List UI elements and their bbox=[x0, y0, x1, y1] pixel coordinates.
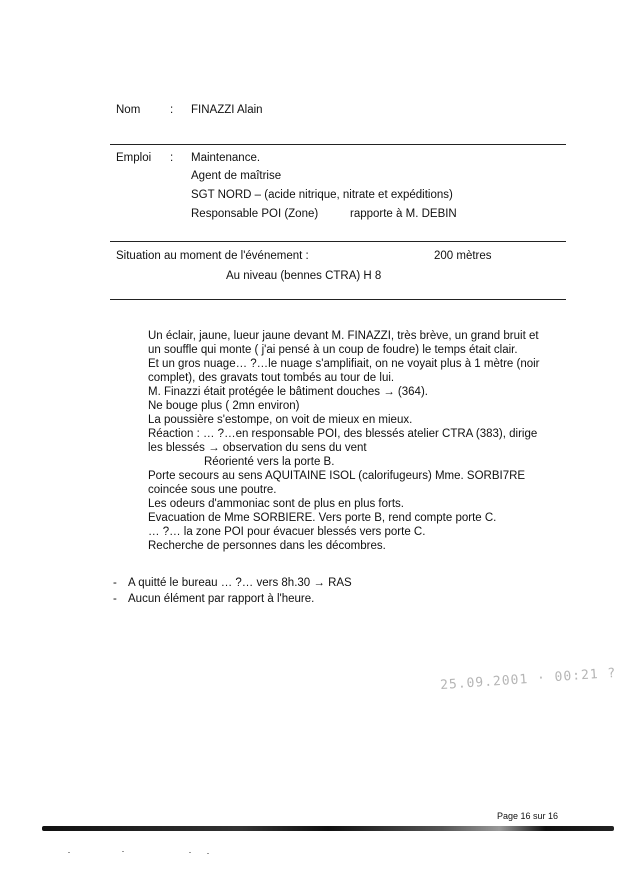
narrative-line: M. Finazzi était protégée le bâtiment douches → (364). bbox=[148, 386, 428, 398]
narrative-line: Un éclair, jaune, lueur jaune devant M. FINAZZI, très brève, un grand bruit et bbox=[148, 330, 539, 342]
narrative-line: La poussière s'estompe, on voit de mieux en mieux. bbox=[148, 414, 413, 426]
emploi-line-2: Agent de maîtrise bbox=[191, 170, 282, 182]
narrative-line: Ne bouge plus ( 2mn environ) bbox=[148, 400, 300, 412]
nom-colon: : bbox=[170, 104, 174, 116]
scan-speck bbox=[122, 851, 124, 852]
nom-label: Nom bbox=[116, 104, 141, 116]
emploi-colon: : bbox=[170, 152, 174, 164]
narrative-line: Réaction : … ?…en responsable POI, des blessés atelier CTRA (383), dirige bbox=[148, 428, 538, 440]
page-number: Page 16 sur 16 bbox=[497, 811, 559, 821]
emploi-label: Emploi bbox=[116, 152, 152, 164]
bullet-item-1: A quitté le bureau … ?… vers 8h.30 → RAS bbox=[128, 577, 352, 589]
responsable-text: Responsable POI (Zone) bbox=[191, 208, 319, 220]
narrative-line: coincée sous une poutre. bbox=[148, 484, 277, 496]
scan-speck bbox=[207, 853, 209, 854]
narrative-line: Les odeurs d'ammoniac sont de plus en plus forts. bbox=[148, 498, 404, 510]
narrative-line: les blessés → observation du sens du vent bbox=[148, 442, 367, 454]
divider-2 bbox=[110, 241, 566, 242]
narrative bbox=[148, 329, 540, 553]
situation-distance: 200 mètres bbox=[434, 250, 492, 262]
narrative-line: Et un gros nuage… ?…le nuage s'amplifiait, on ne voyait plus à 1 mètre (noir bbox=[148, 358, 540, 370]
narrative-line: … ?… la zone POI pour évacuer blessés vers porte C. bbox=[148, 526, 426, 538]
rapporte-text: rapporte à M. DEBIN bbox=[350, 208, 457, 220]
narrative-line: complet), des gravats tout tombés au tour de lui. bbox=[148, 372, 395, 384]
narrative-line: Réorienté vers la porte B. bbox=[204, 456, 335, 468]
bullet-item-2: Aucun élément par rapport à l'heure. bbox=[128, 593, 315, 605]
narrative-line: Porte secours au sens AQUITAINE ISOL (calorifugeurs) Mme. SORBI7RE bbox=[148, 470, 526, 482]
scan-speck bbox=[189, 852, 191, 853]
scan-speck bbox=[68, 852, 70, 853]
bullet-marker: - bbox=[113, 593, 117, 605]
divider-1 bbox=[110, 144, 566, 145]
nom-value: FINAZZI Alain bbox=[191, 104, 263, 116]
emploi-line-1: Maintenance. bbox=[191, 152, 261, 164]
situation-location: Au niveau (bennes CTRA) H 8 bbox=[226, 270, 382, 282]
scan-edge-bar bbox=[42, 826, 614, 831]
narrative-line: Recherche de personnes dans les décombres. bbox=[148, 540, 386, 552]
situation-label: Situation au moment de l'événement : bbox=[116, 250, 309, 262]
divider-3 bbox=[110, 299, 566, 300]
bullet-marker: - bbox=[113, 577, 117, 589]
narrative-line: Evacuation de Mme SORBIERE. Vers porte B, rend compte porte C. bbox=[148, 512, 497, 524]
date-stamp: 25.09.2001 · 00:21 ? bbox=[439, 665, 617, 694]
emploi-line-3: SGT NORD – (acide nitrique, nitrate et expéditions) bbox=[191, 189, 453, 201]
narrative-line: un souffle qui monte ( j'ai pensé à un coup de foudre) le temps était clair. bbox=[148, 344, 518, 356]
